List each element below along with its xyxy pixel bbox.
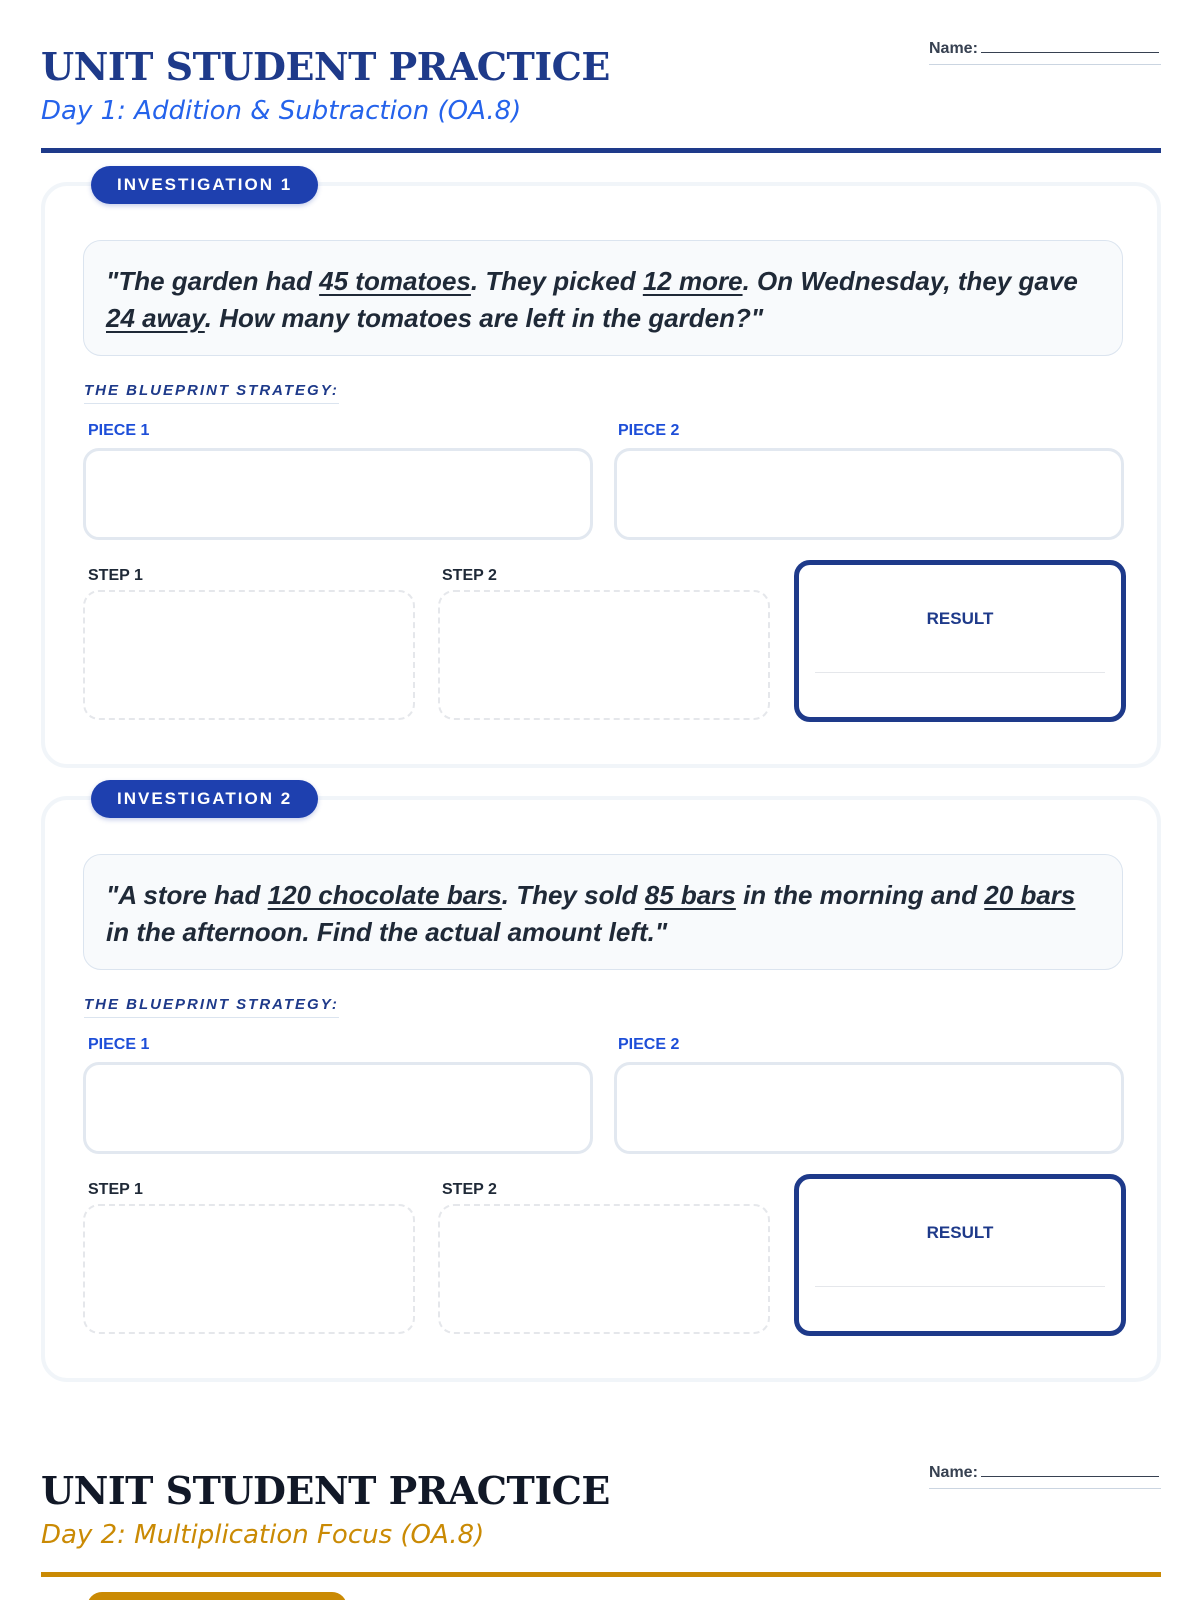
step1-input[interactable] xyxy=(83,590,415,720)
investigation-badge-partial xyxy=(87,1592,347,1600)
piece2-label: PIECE 2 xyxy=(618,1036,680,1053)
page-subtitle: Day 2: Multiplication Focus (OA.8) xyxy=(41,1520,485,1550)
result-label: RESULT xyxy=(926,1223,994,1242)
problem-text: in the afternoon. Find the actual amount left." xyxy=(106,917,668,947)
problem-quantity: 24 away xyxy=(106,303,205,333)
piece1-label: PIECE 1 xyxy=(88,1036,150,1053)
problem-quantity: 120 chocolate bars xyxy=(267,880,502,910)
problem-text: in the morning and xyxy=(735,880,985,910)
result-box[interactable] xyxy=(794,560,1126,722)
problem-text: "A store had xyxy=(106,880,268,910)
step1-label: STEP 1 xyxy=(88,1181,143,1198)
page-title: UNIT STUDENT PRACTICE xyxy=(41,1468,610,1513)
strategy-label: THE BLUEPRINT STRATEGY: xyxy=(84,382,339,404)
name-field[interactable] xyxy=(929,1464,1161,1489)
problem-text: . On Wednesday, they gave xyxy=(742,266,1078,296)
strategy-label: THE BLUEPRINT STRATEGY: xyxy=(84,996,339,1018)
piece2-input[interactable] xyxy=(614,1062,1124,1154)
problem-quantity: 20 bars xyxy=(984,880,1076,910)
name-label: Name: xyxy=(929,40,978,57)
page-subtitle: Day 1: Addition & Subtraction (OA.8) xyxy=(41,96,522,126)
name-line[interactable] xyxy=(981,1465,1159,1477)
name-field[interactable] xyxy=(929,40,1161,65)
piece1-label: PIECE 1 xyxy=(88,422,150,439)
piece2-input[interactable] xyxy=(614,448,1124,540)
problem-text: . They picked xyxy=(470,266,643,296)
problem-quantity: 45 tomatoes xyxy=(319,266,471,296)
step2-label: STEP 2 xyxy=(442,567,497,584)
piece1-input[interactable] xyxy=(83,448,593,540)
step1-label: STEP 1 xyxy=(88,567,143,584)
step2-input[interactable] xyxy=(438,590,770,720)
step1-input[interactable] xyxy=(83,1204,415,1334)
result-label: RESULT xyxy=(926,609,994,628)
problem-quantity: 85 bars xyxy=(644,880,736,910)
problem-text: . They sold xyxy=(501,880,645,910)
header-rule xyxy=(41,148,1161,153)
problem-quantity: 12 more xyxy=(642,266,743,296)
piece2-label: PIECE 2 xyxy=(618,422,680,439)
header-rule xyxy=(41,1572,1161,1577)
problem-statement xyxy=(83,240,1123,356)
result-answer-line[interactable] xyxy=(815,1286,1105,1287)
investigation-badge: INVESTIGATION 1 xyxy=(91,166,318,204)
problem-statement xyxy=(83,854,1123,970)
page-title: UNIT STUDENT PRACTICE xyxy=(41,44,610,89)
investigation-badge: INVESTIGATION 2 xyxy=(91,780,318,818)
piece1-input[interactable] xyxy=(83,1062,593,1154)
name-line[interactable] xyxy=(981,41,1159,53)
result-answer-line[interactable] xyxy=(815,672,1105,673)
step2-label: STEP 2 xyxy=(442,1181,497,1198)
investigation-card xyxy=(41,175,1161,768)
step2-input[interactable] xyxy=(438,1204,770,1334)
result-box[interactable] xyxy=(794,1174,1126,1336)
name-label: Name: xyxy=(929,1464,978,1481)
problem-text: "The garden had xyxy=(106,266,320,296)
investigation-card xyxy=(41,789,1161,1382)
problem-text: . How many tomatoes are left in the garden?" xyxy=(204,303,764,333)
